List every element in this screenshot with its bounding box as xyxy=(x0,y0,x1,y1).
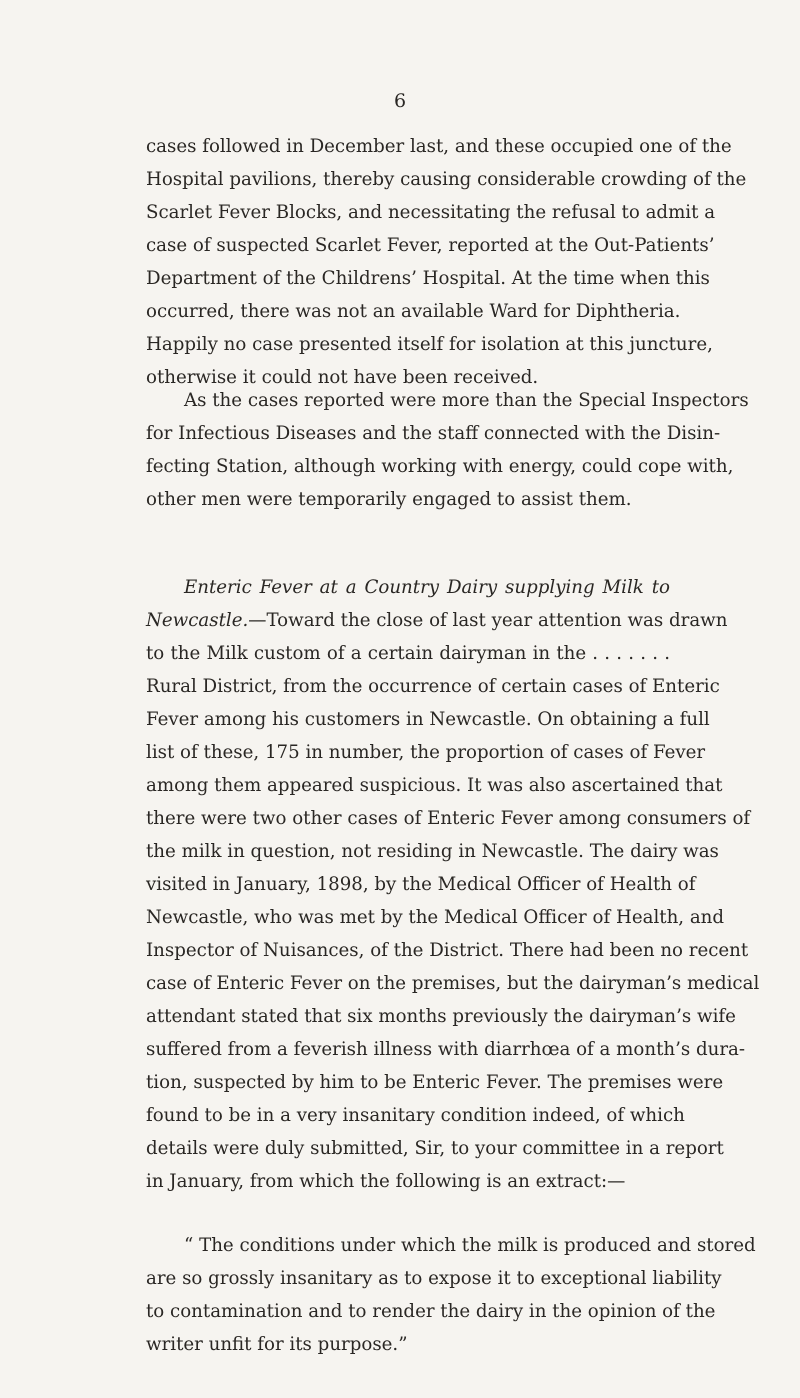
text-line: visited in January, 1898, by the Medical Officer of Health of xyxy=(146,874,696,895)
text-line: cases followed in December last, and these occupied one of the xyxy=(146,136,732,157)
text-line: Fever among his customers in Newcastle. On obtaining a full xyxy=(146,709,710,730)
text-line: attendant stated that six months previously the dairyman’s wife xyxy=(146,1006,736,1027)
section-heading: Enteric Fever at a Country Dairy supplying Milk to xyxy=(184,577,670,598)
text-line: Rural District, from the occurrence of certain cases of Enteric xyxy=(146,676,720,697)
paragraph-quotation xyxy=(146,1229,756,1361)
text-line: Department of the Childrens’ Hospital. At the time when this xyxy=(146,268,710,289)
text-line: occurred, there was not an available Ward for Diphtheria. xyxy=(146,301,681,322)
text-line: writer unfit for its purpose.” xyxy=(146,1334,408,1355)
text-line: suffered from a feverish illness with diarrhœa of a month’s dura- xyxy=(146,1039,746,1060)
text-line-rest: —Toward the close of last year attention was drawn xyxy=(248,610,728,631)
text-line: the milk in question, not residing in Newcastle. The dairy was xyxy=(146,841,719,862)
text-line: tion, suspected by him to be Enteric Fever. The premises were xyxy=(146,1072,724,1093)
text-line: found to be in a very insanitary condition indeed, of which xyxy=(146,1105,685,1126)
text-line xyxy=(146,604,728,637)
text-line: Inspector of Nuisances, of the District. There had been no recent xyxy=(146,940,749,961)
text-line: in January, from which the following is an extract:— xyxy=(146,1171,626,1192)
text-line: details were duly submitted, Sir, to your committee in a report xyxy=(146,1138,724,1159)
paragraph-inspectors xyxy=(146,384,749,516)
text-line: “ The conditions under which the milk is produced and stored xyxy=(184,1235,756,1256)
text-line: there were two other cases of Enteric Fever among consumers of xyxy=(146,808,751,829)
text-line: are so grossly insanitary as to expose it to exceptional liability xyxy=(146,1268,722,1289)
text-line: among them appeared suspicious. It was also ascertained that xyxy=(146,775,723,796)
text-line: to contamination and to render the dairy in the opinion of the xyxy=(146,1301,716,1322)
page-number: 6 xyxy=(393,90,407,112)
text-line: for Infectious Diseases and the staff connected with the Disin- xyxy=(146,423,721,444)
text-line: Newcastle, who was met by the Medical Officer of Health, and xyxy=(146,907,725,928)
text-line: case of Enteric Fever on the premises, but the dairyman’s medical xyxy=(146,973,760,994)
section-heading-end: Newcastle. xyxy=(146,610,249,631)
paragraph-enteric-fever xyxy=(146,571,760,1198)
text-line: Hospital pavilions, thereby causing considerable crowding of the xyxy=(146,169,747,190)
text-line: As the cases reported were more than the Special Inspectors xyxy=(184,390,749,411)
text-line: otherwise it could not have been received. xyxy=(146,367,539,388)
paragraph-hospital-crowding xyxy=(146,130,747,394)
text-line: other men were temporarily engaged to assist them. xyxy=(146,489,632,510)
text-line: case of suspected Scarlet Fever, reported at the Out-Patients’ xyxy=(146,235,715,256)
text-line: to the Milk custom of a certain dairyman in the . . . . . . . xyxy=(146,643,670,664)
text-line: Happily no case presented itself for isolation at this juncture, xyxy=(146,334,713,355)
text-line: fecting Station, although working with energy, could cope with, xyxy=(146,456,734,477)
text-line: list of these, 175 in number, the proportion of cases of Fever xyxy=(146,742,706,763)
text-line: Scarlet Fever Blocks, and necessitating the refusal to admit a xyxy=(146,202,716,223)
